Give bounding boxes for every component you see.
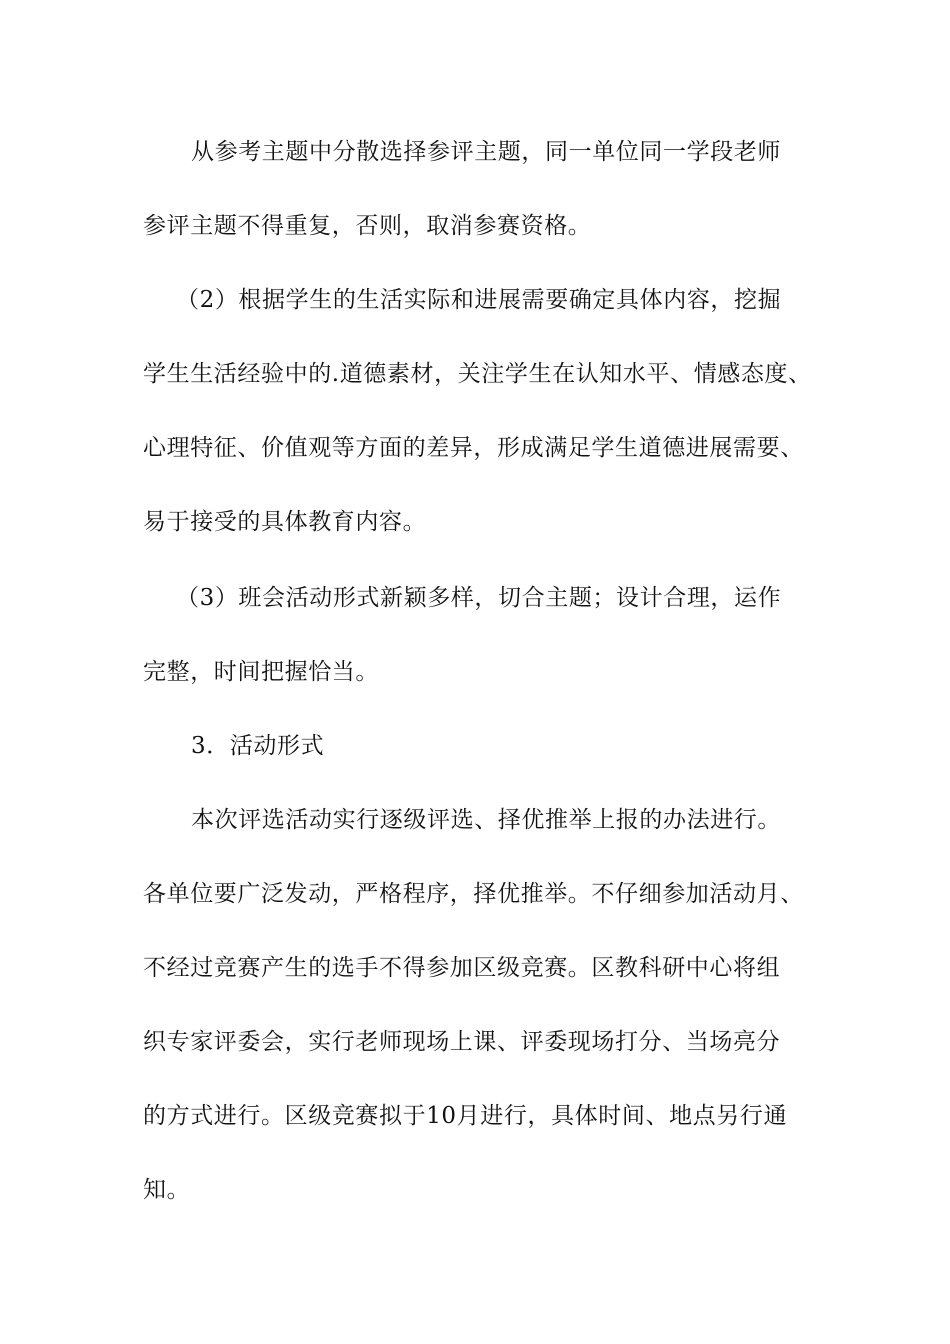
paragraph-line: 从参考主题中分散选择参评主题，同一单位同一学段老师 bbox=[191, 139, 781, 165]
paragraph-line: 织专家评委会，实行老师现场上课、评委现场打分、当场亮分 bbox=[143, 1029, 781, 1055]
section-heading: 3．活动形式 bbox=[191, 733, 325, 759]
paragraph-line: 本次评选活动实行逐级评选、择优推举上报的办法进行。 bbox=[191, 807, 781, 833]
paragraph-line: 易于接受的具体教育内容。 bbox=[143, 509, 427, 535]
paragraph-line: （3）班会活动形式新颖多样，切合主题；设计合理，运作 bbox=[176, 585, 782, 611]
paragraph-line: （2）根据学生的生活实际和进展需要确定具体内容，挖掘 bbox=[176, 287, 782, 313]
paragraph-line: 参评主题不得重复，否则，取消参赛资格。 bbox=[143, 213, 592, 239]
paragraph-line: 不经过竞赛产生的选手不得参加区级竞赛。区教科研中心将组 bbox=[143, 955, 781, 981]
paragraph-line: 各单位要广泛发动，严格程序，择优推举。不仔细参加活动月、 bbox=[143, 881, 804, 907]
paragraph-line: 学生生活经验中的.道德素材，关注学生在认知水平、情感态度、 bbox=[143, 361, 812, 387]
paragraph-line: 的方式进行。区级竞赛拟于10月进行，具体时间、地点另行通 bbox=[143, 1103, 788, 1129]
paragraph-line: 知。 bbox=[143, 1177, 191, 1203]
paragraph-line: 完整，时间把握恰当。 bbox=[143, 659, 379, 685]
paragraph-line: 心理特征、价值观等方面的差异，形成满足学生道德进展需要、 bbox=[143, 435, 804, 461]
